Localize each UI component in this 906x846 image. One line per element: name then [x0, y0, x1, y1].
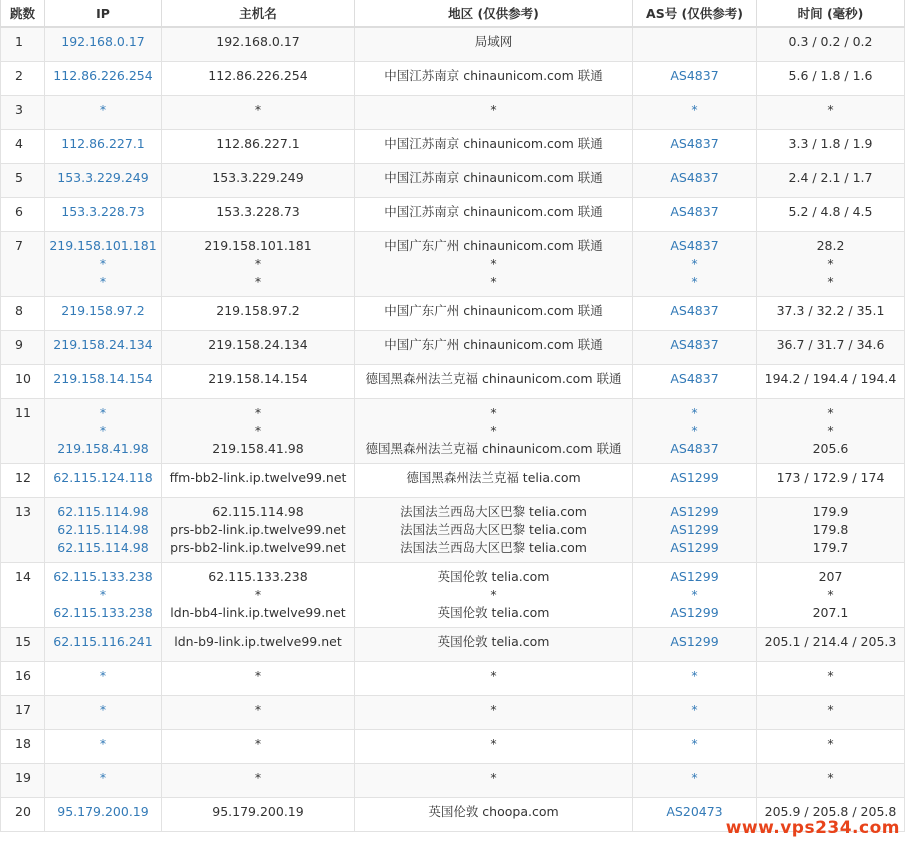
time-cell — [757, 563, 905, 628]
time-cell — [757, 764, 905, 798]
ip-link[interactable]: 219.158.14.154 — [53, 371, 153, 386]
host-value: 62.115.133.238 — [208, 569, 308, 584]
hop-cell: 8 — [1, 297, 45, 331]
as-value: * — [691, 770, 698, 785]
host-value: 219.158.101.181 — [204, 238, 312, 253]
time-value: 2.4 / 2.1 / 1.7 — [788, 170, 873, 185]
region-value: 英国伦敦 telia.com — [437, 634, 550, 649]
as-link[interactable]: AS1299 — [670, 569, 719, 584]
host-value: * — [254, 274, 262, 289]
as-value: * — [691, 274, 698, 289]
host-cell — [162, 365, 355, 399]
as-cell — [633, 730, 757, 764]
region-value: * — [490, 702, 497, 717]
host-value: 219.158.24.134 — [208, 337, 308, 352]
host-cell — [162, 730, 355, 764]
time-value: * — [827, 668, 834, 683]
time-value: * — [827, 102, 834, 117]
host-value: 112.86.227.1 — [216, 136, 300, 151]
region-value: 中国广东广州 chinaunicom.com 联通 — [384, 303, 603, 318]
table-row — [1, 628, 905, 662]
region-value: 德国黑森州法兰克福 chinaunicom.com 联通 — [365, 441, 622, 456]
ip-link[interactable]: 192.168.0.17 — [61, 34, 145, 49]
time-value: 205.6 — [812, 441, 849, 456]
ip-link[interactable]: 219.158.24.134 — [53, 337, 153, 352]
table-header-row — [1, 0, 905, 27]
as-cell — [633, 62, 757, 96]
ip-link[interactable]: 62.115.133.238 — [53, 569, 153, 584]
ip-link[interactable]: 62.115.114.98 — [57, 540, 149, 555]
region-value: * — [490, 668, 497, 683]
time-cell — [757, 399, 905, 464]
as-link[interactable]: AS4837 — [670, 441, 719, 456]
time-cell — [757, 232, 905, 297]
host-cell — [162, 399, 355, 464]
header-region[interactable]: 地区 (仅供参考) — [355, 0, 633, 27]
as-link[interactable]: AS4837 — [670, 136, 719, 151]
as-cell — [633, 764, 757, 798]
time-value: 205.9 / 205.8 / 205.8 — [764, 804, 897, 819]
as-cell — [633, 399, 757, 464]
region-cell — [355, 232, 633, 297]
ip-cell — [45, 764, 162, 798]
as-cell — [633, 662, 757, 696]
region-cell — [355, 96, 633, 130]
ip-value: * — [99, 702, 107, 717]
host-cell — [162, 96, 355, 130]
ip-cell — [45, 130, 162, 164]
host-value: * — [254, 102, 262, 117]
region-value: 中国江苏南京 chinaunicom.com 联通 — [384, 136, 603, 151]
table-row — [1, 730, 905, 764]
time-value: * — [827, 770, 834, 785]
as-cell — [633, 628, 757, 662]
as-link[interactable]: AS1299 — [670, 634, 719, 649]
hop-cell: 1 — [1, 27, 45, 62]
region-value: 德国黑森州法兰克福 chinaunicom.com 联通 — [365, 371, 622, 386]
region-value: 德国黑森州法兰克福 telia.com — [406, 470, 581, 485]
region-value: * — [490, 423, 497, 438]
as-value: * — [691, 702, 698, 717]
time-cell — [757, 331, 905, 365]
ip-cell — [45, 399, 162, 464]
region-cell — [355, 399, 633, 464]
region-cell — [355, 130, 633, 164]
host-value: 62.115.114.98 — [212, 504, 304, 519]
host-value: prs-bb2-link.ip.twelve99.net — [170, 522, 346, 537]
as-value: * — [691, 423, 698, 438]
time-value: * — [827, 587, 834, 602]
header-ip[interactable]: IP — [45, 0, 162, 27]
region-value: 中国广东广州 chinaunicom.com 联通 — [384, 337, 603, 352]
ip-link[interactable]: 95.179.200.19 — [57, 804, 149, 819]
host-value: * — [254, 256, 262, 271]
as-link[interactable]: AS1299 — [670, 522, 719, 537]
time-cell — [757, 198, 905, 232]
as-value: * — [691, 736, 698, 751]
ip-cell — [45, 730, 162, 764]
time-value: * — [827, 702, 834, 717]
host-value: 219.158.97.2 — [216, 303, 300, 318]
region-value: * — [490, 587, 497, 602]
as-cell — [633, 232, 757, 297]
time-cell — [757, 130, 905, 164]
ip-cell — [45, 27, 162, 62]
hop-cell: 10 — [1, 365, 45, 399]
region-value: 英国伦敦 telia.com — [437, 605, 550, 620]
host-value: ffm-bb2-link.ip.twelve99.net — [169, 470, 347, 485]
time-value: * — [827, 256, 834, 271]
time-value: 179.9 — [812, 504, 849, 519]
region-value: * — [490, 405, 497, 420]
as-link[interactable]: AS4837 — [670, 371, 719, 386]
region-cell — [355, 27, 633, 62]
region-cell — [355, 62, 633, 96]
ip-value: * — [99, 423, 107, 438]
ip-value: * — [99, 587, 107, 602]
time-value: 173 / 172.9 / 174 — [776, 470, 885, 485]
region-value: 英国伦敦 telia.com — [437, 569, 550, 584]
region-cell — [355, 297, 633, 331]
ip-cell — [45, 62, 162, 96]
region-value: * — [490, 274, 497, 289]
region-value: * — [490, 256, 497, 271]
as-link[interactable]: AS4837 — [670, 170, 719, 185]
host-value: * — [254, 668, 262, 683]
host-cell — [162, 464, 355, 498]
ip-link[interactable]: 62.115.124.118 — [53, 470, 153, 485]
time-value: 179.7 — [812, 540, 849, 555]
hop-cell: 3 — [1, 96, 45, 130]
time-value: 5.6 / 1.8 / 1.6 — [788, 68, 873, 83]
as-cell — [633, 96, 757, 130]
as-cell — [633, 696, 757, 730]
as-cell — [633, 198, 757, 232]
table-row — [1, 232, 905, 297]
region-cell — [355, 798, 633, 832]
region-cell — [355, 198, 633, 232]
ip-cell — [45, 464, 162, 498]
time-value: 207 — [818, 569, 843, 584]
as-link[interactable]: AS1299 — [670, 605, 719, 620]
table-row — [1, 399, 905, 464]
hop-cell: 11 — [1, 399, 45, 464]
time-value: 5.2 / 4.8 / 4.5 — [788, 204, 873, 219]
region-value: * — [490, 736, 497, 751]
table-row — [1, 96, 905, 130]
host-cell — [162, 27, 355, 62]
ip-cell — [45, 96, 162, 130]
host-value: 219.158.14.154 — [208, 371, 308, 386]
as-value: * — [691, 587, 698, 602]
host-value: 192.168.0.17 — [216, 34, 300, 49]
ip-link[interactable]: 62.115.114.98 — [57, 522, 149, 537]
host-cell — [162, 764, 355, 798]
as-link[interactable]: AS4837 — [670, 68, 719, 83]
as-link[interactable]: AS1299 — [670, 540, 719, 555]
hop-cell: 6 — [1, 198, 45, 232]
time-cell — [757, 164, 905, 198]
region-value: 中国江苏南京 chinaunicom.com 联通 — [384, 204, 603, 219]
ip-cell — [45, 232, 162, 297]
time-value: 205.1 / 214.4 / 205.3 — [764, 634, 897, 649]
region-cell — [355, 628, 633, 662]
ip-cell — [45, 563, 162, 628]
as-link[interactable]: AS4837 — [670, 238, 719, 253]
host-value: * — [254, 405, 262, 420]
ip-value: * — [99, 405, 107, 420]
ip-link[interactable]: 62.115.114.98 — [57, 504, 149, 519]
region-cell — [355, 498, 633, 563]
host-value: ldn-bb4-link.ip.twelve99.net — [170, 605, 346, 620]
time-cell — [757, 297, 905, 331]
time-cell — [757, 628, 905, 662]
time-cell — [757, 464, 905, 498]
hop-cell: 12 — [1, 464, 45, 498]
host-value: * — [254, 702, 262, 717]
host-cell — [162, 798, 355, 832]
region-cell — [355, 696, 633, 730]
host-value: 153.3.229.249 — [212, 170, 304, 185]
time-value: 0.3 / 0.2 / 0.2 — [788, 34, 873, 49]
ip-link[interactable]: 153.3.229.249 — [57, 170, 149, 185]
table-row — [1, 764, 905, 798]
region-value: 局域网 — [474, 34, 513, 49]
time-cell — [757, 96, 905, 130]
hop-cell: 7 — [1, 232, 45, 297]
region-value: 英国伦敦 choopa.com — [428, 804, 559, 819]
time-value: * — [827, 274, 834, 289]
host-value: * — [254, 736, 262, 751]
ip-value: * — [99, 770, 107, 785]
ip-link[interactable]: 219.158.97.2 — [61, 303, 145, 318]
region-value: 法国法兰西岛大区巴黎 telia.com — [400, 504, 587, 519]
hop-cell: 18 — [1, 730, 45, 764]
table-row — [1, 164, 905, 198]
table-row — [1, 696, 905, 730]
hop-cell: 17 — [1, 696, 45, 730]
ip-cell — [45, 628, 162, 662]
region-cell — [355, 464, 633, 498]
hop-cell: 14 — [1, 563, 45, 628]
table-row — [1, 498, 905, 563]
hop-cell: 15 — [1, 628, 45, 662]
as-cell — [633, 27, 757, 62]
time-cell — [757, 62, 905, 96]
header-hop[interactable]: 跳数 — [1, 0, 45, 27]
host-value: 95.179.200.19 — [212, 804, 304, 819]
header-time[interactable]: 时间 (毫秒) — [757, 0, 905, 27]
region-value: 中国江苏南京 chinaunicom.com 联通 — [384, 170, 603, 185]
host-value: prs-bb2-link.ip.twelve99.net — [170, 540, 346, 555]
region-value: 法国法兰西岛大区巴黎 telia.com — [400, 522, 587, 537]
ip-value: * — [99, 256, 107, 271]
region-value: 中国广东广州 chinaunicom.com 联通 — [384, 238, 603, 253]
time-value: * — [827, 405, 834, 420]
region-value: * — [490, 102, 497, 117]
time-value: 28.2 — [816, 238, 845, 253]
region-cell — [355, 365, 633, 399]
time-cell — [757, 27, 905, 62]
time-value: 194.2 / 194.4 / 194.4 — [764, 371, 897, 386]
time-value: * — [827, 423, 834, 438]
as-link[interactable]: AS1299 — [670, 470, 719, 485]
host-cell — [162, 696, 355, 730]
host-value: 219.158.41.98 — [212, 441, 304, 456]
time-cell — [757, 696, 905, 730]
as-value — [637, 33, 752, 51]
hop-cell: 19 — [1, 764, 45, 798]
as-cell — [633, 164, 757, 198]
time-value: 179.8 — [812, 522, 849, 537]
table-row — [1, 297, 905, 331]
as-value: * — [691, 102, 698, 117]
table-row — [1, 464, 905, 498]
hop-cell: 2 — [1, 62, 45, 96]
time-cell — [757, 498, 905, 563]
table-row — [1, 331, 905, 365]
header-as[interactable]: AS号 (仅供参考) — [633, 0, 757, 27]
region-cell — [355, 563, 633, 628]
ip-value: * — [99, 668, 107, 683]
as-cell — [633, 130, 757, 164]
time-cell — [757, 662, 905, 696]
table-row — [1, 662, 905, 696]
ip-link[interactable]: 62.115.133.238 — [53, 605, 153, 620]
region-cell — [355, 331, 633, 365]
ip-cell — [45, 365, 162, 399]
host-cell — [162, 662, 355, 696]
as-value: * — [691, 668, 698, 683]
time-value: 37.3 / 32.2 / 35.1 — [776, 303, 885, 318]
host-value: 153.3.228.73 — [216, 204, 300, 219]
as-cell — [633, 498, 757, 563]
host-cell — [162, 164, 355, 198]
ip-link[interactable]: 112.86.226.254 — [53, 68, 153, 83]
table-row — [1, 563, 905, 628]
table-row — [1, 62, 905, 96]
time-value: * — [827, 736, 834, 751]
as-link[interactable]: AS4837 — [670, 204, 719, 219]
time-cell — [757, 730, 905, 764]
as-cell — [633, 563, 757, 628]
region-value: 中国江苏南京 chinaunicom.com 联通 — [384, 68, 603, 83]
host-cell — [162, 297, 355, 331]
ip-cell — [45, 297, 162, 331]
hop-cell: 16 — [1, 662, 45, 696]
ip-link[interactable]: 219.158.41.98 — [57, 441, 149, 456]
as-value: * — [691, 405, 698, 420]
host-cell — [162, 498, 355, 563]
hop-cell: 4 — [1, 130, 45, 164]
ip-cell — [45, 498, 162, 563]
hop-cell: 13 — [1, 498, 45, 563]
as-link[interactable]: AS4837 — [670, 303, 719, 318]
host-cell — [162, 628, 355, 662]
host-cell — [162, 130, 355, 164]
table-row — [1, 130, 905, 164]
hop-cell: 5 — [1, 164, 45, 198]
hop-cell: 9 — [1, 331, 45, 365]
ip-cell — [45, 662, 162, 696]
region-value: * — [490, 770, 497, 785]
region-value: 法国法兰西岛大区巴黎 telia.com — [400, 540, 587, 555]
table-row — [1, 198, 905, 232]
as-cell — [633, 297, 757, 331]
host-value: ldn-b9-link.ip.twelve99.net — [174, 634, 342, 649]
ip-cell — [45, 198, 162, 232]
table-row — [1, 365, 905, 399]
table-row — [1, 27, 905, 62]
header-host[interactable]: 主机名 — [162, 0, 355, 27]
host-value: * — [254, 770, 262, 785]
ip-link[interactable]: 62.115.116.241 — [53, 634, 153, 649]
ip-cell — [45, 798, 162, 832]
ip-link[interactable]: 153.3.228.73 — [61, 204, 145, 219]
as-value: * — [691, 256, 698, 271]
time-value: 207.1 — [812, 605, 849, 620]
as-link[interactable]: AS4837 — [670, 337, 719, 352]
host-cell — [162, 563, 355, 628]
time-value: 3.3 / 1.8 / 1.9 — [788, 136, 873, 151]
ip-value: * — [99, 274, 107, 289]
ip-value: * — [99, 736, 107, 751]
ip-link[interactable]: 219.158.101.181 — [49, 238, 157, 253]
region-cell — [355, 764, 633, 798]
as-cell — [633, 365, 757, 399]
host-value: 112.86.226.254 — [208, 68, 308, 83]
as-cell — [633, 464, 757, 498]
as-link[interactable]: AS1299 — [670, 504, 719, 519]
hop-cell: 20 — [1, 798, 45, 832]
region-cell — [355, 164, 633, 198]
as-cell — [633, 331, 757, 365]
ip-cell — [45, 696, 162, 730]
time-value: 36.7 / 31.7 / 34.6 — [776, 337, 885, 352]
host-value: * — [254, 423, 262, 438]
as-link[interactable]: AS20473 — [666, 804, 723, 819]
ip-cell — [45, 164, 162, 198]
host-cell — [162, 232, 355, 297]
ip-cell — [45, 331, 162, 365]
host-cell — [162, 331, 355, 365]
ip-link[interactable]: 112.86.227.1 — [61, 136, 145, 151]
ip-value: * — [99, 102, 107, 117]
host-cell — [162, 198, 355, 232]
watermark-text: www.vps234.com — [725, 818, 900, 838]
host-value: * — [254, 587, 262, 602]
region-cell — [355, 730, 633, 764]
time-cell — [757, 365, 905, 399]
region-cell — [355, 662, 633, 696]
host-cell — [162, 62, 355, 96]
